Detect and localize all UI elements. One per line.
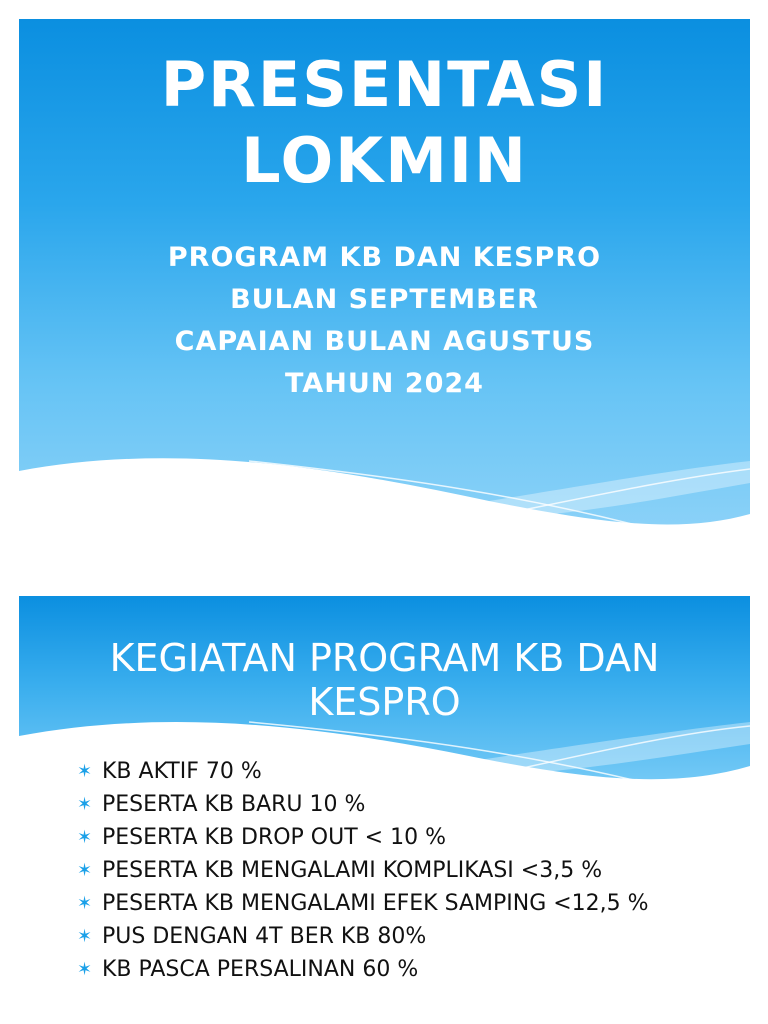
title-line: LOKMIN xyxy=(241,124,528,197)
presentation-subtitle xyxy=(19,237,750,405)
star-bullet-icon: ✶ xyxy=(77,860,93,881)
list-item-text: PESERTA KB MENGALAMI KOMPLIKASI <3,5 % xyxy=(102,858,603,883)
title-line: PRESENTASI xyxy=(160,48,609,121)
title-slide[interactable] xyxy=(19,19,750,545)
content-slide[interactable] xyxy=(19,596,750,1024)
list-item xyxy=(77,956,677,984)
star-bullet-icon: ✶ xyxy=(77,761,93,782)
list-item-text: KB PASCA PERSALINAN 60 % xyxy=(102,957,419,982)
heading-line: KEGIATAN PROGRAM KB DAN xyxy=(109,636,660,680)
list-item xyxy=(77,857,677,885)
bullet-list xyxy=(77,758,677,989)
list-item-text: KB AKTIF 70 % xyxy=(102,759,262,784)
list-item xyxy=(77,923,677,951)
list-item-text: PESERTA KB DROP OUT < 10 % xyxy=(102,825,446,850)
list-item-text: PUS DENGAN 4T BER KB 80% xyxy=(102,924,427,949)
presentation-title xyxy=(19,47,750,199)
star-bullet-icon: ✶ xyxy=(77,827,93,848)
slide-heading xyxy=(19,636,750,724)
star-bullet-icon: ✶ xyxy=(77,893,93,914)
subtitle-line: BULAN SEPTEMBER xyxy=(230,284,539,315)
list-item-text: PESERTA KB MENGALAMI EFEK SAMPING <12,5 % xyxy=(102,891,649,916)
list-item xyxy=(77,824,677,852)
subtitle-line: TAHUN 2024 xyxy=(285,368,484,399)
list-item xyxy=(77,890,677,918)
subtitle-line: PROGRAM KB DAN KESPRO xyxy=(167,242,602,273)
subtitle-line: CAPAIAN BULAN AGUSTUS xyxy=(174,326,595,357)
title-slide-wave xyxy=(19,439,750,545)
list-item xyxy=(77,791,677,819)
heading-line: KESPRO xyxy=(308,680,461,724)
list-item xyxy=(77,758,677,786)
star-bullet-icon: ✶ xyxy=(77,959,93,980)
star-bullet-icon: ✶ xyxy=(77,926,93,947)
list-item-text: PESERTA KB BARU 10 % xyxy=(102,792,366,817)
star-bullet-icon: ✶ xyxy=(77,794,93,815)
